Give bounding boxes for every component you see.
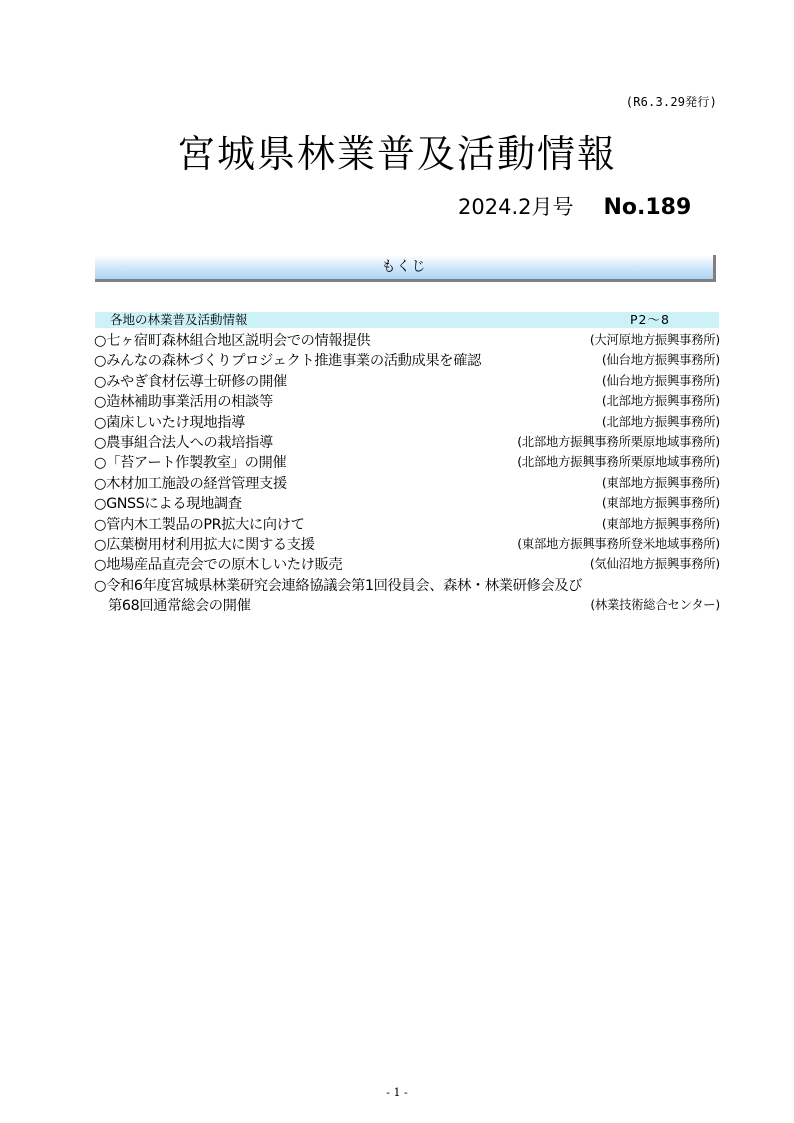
toc-item <box>94 350 720 370</box>
toc-item-title: 第68回通常総会の開催 <box>108 598 251 615</box>
toc-item-title: ○七ヶ宿町森林組合地区説明会での情報提供 <box>94 333 371 349</box>
toc-item-office: (北部地方振興事務所) <box>601 414 720 429</box>
section-label: 各地の林業普及活動情報 <box>110 312 248 327</box>
toc-item-office: (大河原地方振興事務所) <box>589 333 720 347</box>
toc-item <box>94 493 720 513</box>
toc-list <box>94 330 720 615</box>
toc-item <box>94 534 720 554</box>
page-number: - 1 - <box>386 1086 408 1099</box>
toc-item-office: (東部地方振興事務所登米地域事務所) <box>517 536 720 551</box>
toc-item-title: ○みやぎ食材伝導士研修の開催 <box>94 373 287 390</box>
toc-item-title: ○地場産品直売会での原木しいたけ販売 <box>94 557 343 574</box>
toc-item <box>94 514 720 534</box>
issue-number: No.189 <box>603 195 692 220</box>
issue-date-note: (R6.3.29発行) <box>625 95 717 109</box>
toc-item-office: (北部地方振興事務所栗原地域事務所) <box>517 434 720 449</box>
toc-item <box>94 330 720 350</box>
toc-item-title: ○菌床しいたけ現地指導 <box>94 414 246 431</box>
toc-item-title: ○管内木工製品のPR拡大に向けて <box>94 516 305 533</box>
toc-item <box>94 412 720 432</box>
toc-item-office: (東部地方振興事務所) <box>601 496 720 511</box>
toc-item-title: ○GNSSによる現地調査 <box>94 496 242 513</box>
toc-heading: もくじ <box>95 255 716 282</box>
toc-item <box>94 473 720 493</box>
toc-item-title: ○広葉樹用材利用拡大に関する支援 <box>94 536 315 553</box>
section-bar <box>95 312 719 328</box>
toc-item <box>94 432 720 452</box>
toc-item-title: ○木材加工施設の経営管理支援 <box>94 475 287 492</box>
toc-item-office: (林業技術総合センター) <box>590 598 720 613</box>
toc-item <box>94 554 720 574</box>
toc-item-title: ○みんなの森林づくりプロジェクト推進事業の活動成果を確認 <box>94 353 482 370</box>
toc-item <box>94 595 720 615</box>
toc-item <box>94 452 720 472</box>
toc-item-office: (気仙沼地方振興事務所) <box>589 557 720 572</box>
issue-date: 2024.2月号 <box>458 195 574 219</box>
toc-item-title: ○「苔アート作製教室」の開催 <box>94 455 287 472</box>
toc-item-office: (東部地方振興事務所) <box>601 475 720 490</box>
toc-item-office: (東部地方振興事務所) <box>601 516 720 531</box>
toc-item-office: (仙台地方振興事務所) <box>601 353 720 368</box>
toc-item-office: (北部地方振興事務所栗原地域事務所) <box>517 455 720 470</box>
issue-line <box>458 192 691 222</box>
toc-item-office: (北部地方振興事務所) <box>601 394 720 409</box>
page-title: 宮城県林業普及活動情報 <box>176 132 617 176</box>
toc-item <box>94 575 720 595</box>
toc-item <box>94 371 720 391</box>
toc-item-title: ○造林補助事業活用の相談等 <box>94 394 273 411</box>
toc-item-title: ○農事組合法人への栽培指導 <box>94 434 273 451</box>
toc-item-title: ○令和6年度宮城県林業研究会連絡協議会第1回役員会、森林・林業研修会及び <box>94 577 583 594</box>
section-pages: P2～8 <box>630 312 670 327</box>
toc-item-office: (仙台地方振興事務所) <box>601 373 720 388</box>
toc-item <box>94 391 720 411</box>
